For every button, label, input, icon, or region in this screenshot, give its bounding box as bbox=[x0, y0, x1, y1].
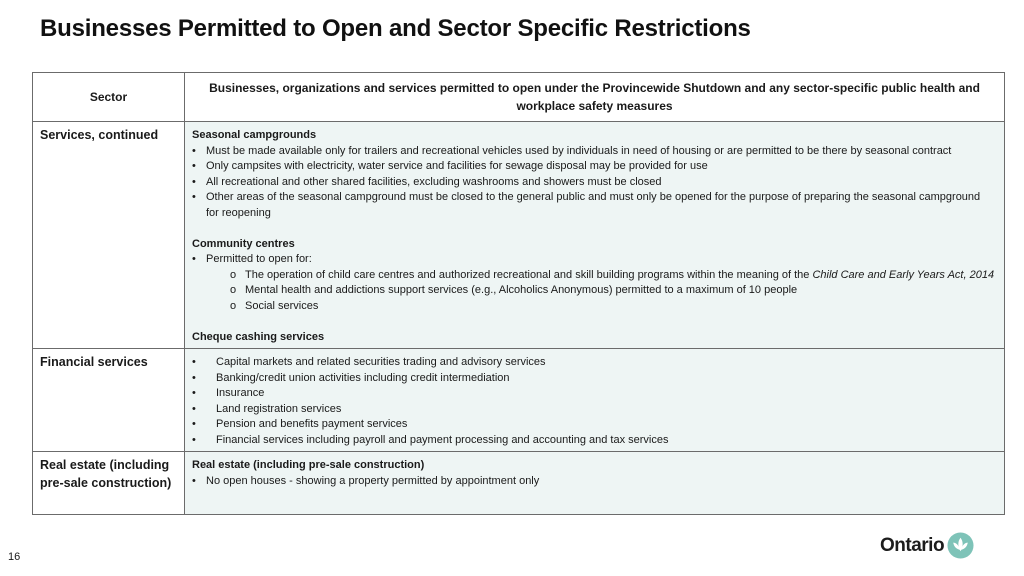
list-item: • Must be made available only for trailers and recreational vehicles used by individuals in need of housing or are permitted to be there by seasonal contract bbox=[192, 144, 996, 160]
page-number: 16 bbox=[8, 551, 21, 563]
list-item: • All recreational and other shared facilities, excluding washrooms and showers must be closed bbox=[192, 175, 996, 191]
header-permitted: Businesses, organizations and services permitted to open under the Provincewide Shutdown and any sector-specific public health and workplace safety measures bbox=[185, 73, 1005, 122]
list-item: • Other areas of the seasonal campground must be closed to the general public and must only be opened for the purpose of preparing the seasonal campground for reopening bbox=[192, 190, 996, 221]
ontario-logo bbox=[880, 532, 974, 559]
community-sublist bbox=[192, 268, 996, 315]
list-item: • Pension and benefits payment services bbox=[192, 417, 996, 433]
real-estate-content bbox=[185, 452, 1005, 515]
sub-list-item: o Social services bbox=[192, 299, 996, 315]
list-item: • Banking/credit union activities including credit intermediation bbox=[192, 371, 996, 387]
page-title: Businesses Permitted to Open and Sector Specific Restrictions bbox=[40, 15, 751, 42]
list-item: • Only campsites with electricity, water service and facilities for sewage disposal may be provided for use bbox=[192, 159, 996, 175]
financial-content bbox=[185, 349, 1005, 452]
sector-financial: Financial services bbox=[33, 349, 185, 452]
list-item: • Land registration services bbox=[192, 402, 996, 418]
act-title: Child Care and Early Years Act, 2014 bbox=[812, 268, 995, 281]
logo-wordmark: Ontario bbox=[880, 534, 945, 556]
trillium-icon bbox=[947, 532, 974, 559]
community-heading: Community centres bbox=[192, 237, 295, 250]
list-item: • Permitted to open for: bbox=[192, 252, 996, 268]
list-item: • Insurance bbox=[192, 386, 996, 402]
sector-services: Services, continued bbox=[33, 122, 185, 349]
campgrounds-list bbox=[192, 144, 996, 222]
list-item: • Capital markets and related securities trading and advisory services bbox=[192, 355, 996, 371]
sector-real-estate: Real estate (including pre-sale construction) bbox=[33, 452, 185, 515]
table-row-real-estate bbox=[33, 452, 1005, 515]
list-item: • Financial services including payroll and payment processing and accounting and tax services bbox=[192, 433, 996, 449]
financial-list bbox=[192, 355, 996, 448]
community-list bbox=[192, 252, 996, 268]
real-estate-heading: Real estate (including pre-sale construction) bbox=[192, 459, 425, 471]
services-content bbox=[185, 122, 1005, 349]
table-row-services bbox=[33, 122, 1005, 349]
table-header-row bbox=[33, 73, 1005, 122]
sector-restrictions-table bbox=[32, 72, 1005, 515]
sub-list-item bbox=[192, 268, 996, 284]
real-estate-list bbox=[192, 474, 996, 490]
sub-list-item-text: The operation of child care centres and authorized recreational and skill building programs within the meaning of the bbox=[245, 268, 813, 281]
campgrounds-heading: Seasonal campgrounds bbox=[192, 129, 317, 141]
list-item: • No open houses - showing a property permitted by appointment only bbox=[192, 474, 996, 490]
header-sector: Sector bbox=[33, 73, 185, 122]
sub-list-item: o Mental health and addictions support services (e.g., Alcoholics Anonymous) permitted to a maximum of 10 people bbox=[192, 283, 996, 299]
table-row-financial bbox=[33, 349, 1005, 452]
cheque-heading: Cheque cashing services bbox=[192, 330, 325, 343]
